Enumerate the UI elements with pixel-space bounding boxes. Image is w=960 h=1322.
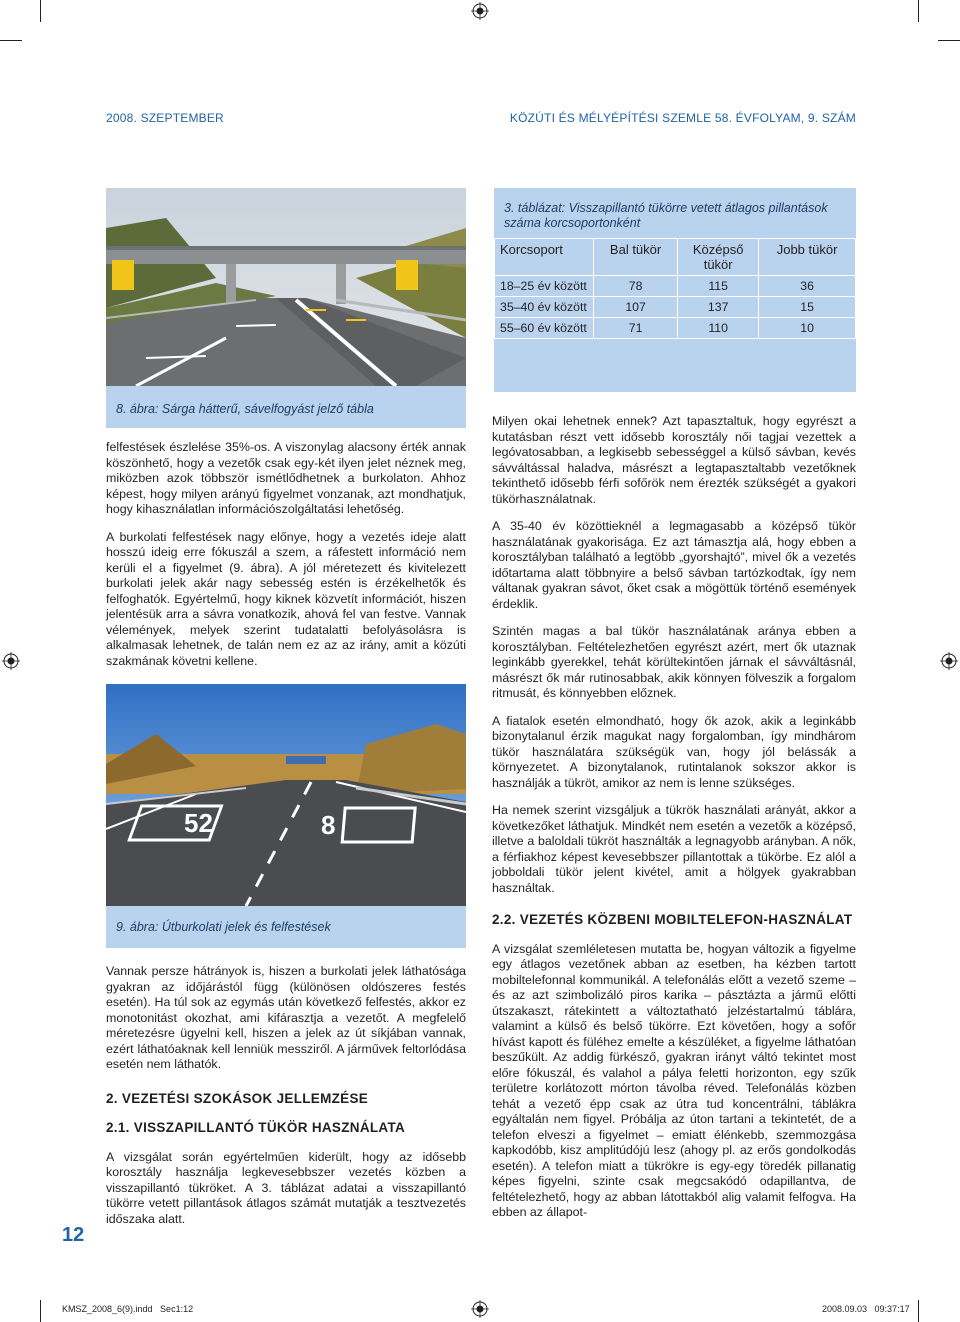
table-header-cell: Bal tükör xyxy=(594,239,678,276)
table-cell: 10 xyxy=(759,318,856,339)
table-cell: 55–60 év között xyxy=(495,318,594,339)
registration-mark-bottom-icon xyxy=(471,1300,489,1318)
registration-mark-left-icon xyxy=(2,652,20,670)
crop-mark xyxy=(918,1300,919,1322)
crop-mark xyxy=(40,1300,41,1322)
footer-file: KMSZ_2008_6(9).indd Sec1:12 xyxy=(62,1304,194,1314)
section-heading-2-1: 2.1. VISSZAPILLANTÓ TÜKÖR HASZNÁLATA xyxy=(106,1120,406,1135)
footer-timestamp: 2008.09.03 09:37:17 xyxy=(822,1304,910,1314)
header-date: 2008. SZEPTEMBER xyxy=(106,111,224,125)
table-header-row xyxy=(495,239,856,276)
paragraph: A fiatalok esetén elmondható, hogy ők azok, akik a leginkább bizonytalanul érzik magukat nagy forgalomban, így mindhárom tükör használatára szükségük van, hogy jól belássák a környezetet. A bizonytalanok, rutintalanok sokszor akkor is használják a tükröt, amikor az nem is lenne szükséges. xyxy=(492,713,856,790)
crop-mark xyxy=(918,0,919,22)
paragraph: A burkolati felfestések nagy előnye, hogy a vezetés ideje alatt hosszú ideig erre fókuszál a szem, a ráfestett információ nem kerüli el a figyelmet (9. ábra). A jól méretezett és kivitelezett burkolati jelek akár nagy sebesség estén is érzékelhetők és felfoghatók. Egyértelmű, hogy kiknek közvetít információt, hiszen jelentésük arra a sávra vonatkozik, ahová fel van festve. Vannak vélemények, melyek szerint tudatalatti befolyásolásra is alkalmasak lehetnek, de talán nem ez az az irány, amit a közúti szakmának követni kellene. xyxy=(106,529,466,668)
table-3-box xyxy=(494,188,856,392)
table-3 xyxy=(494,238,856,339)
table-cell: 137 xyxy=(678,297,759,318)
crop-mark xyxy=(40,0,41,22)
right-column xyxy=(492,414,856,1233)
table-header-cell: Jobb tükör xyxy=(759,239,856,276)
figure-9-marking-left: 52 xyxy=(184,808,213,838)
figure-8-caption: 8. ábra: Sárga hátterű, sávelfogyást jelző tábla xyxy=(116,402,374,416)
figure-9-caption-box xyxy=(106,906,466,948)
paragraph: Szintén magas a bal tükör használatának aránya ebben a korosztályban. Feltételezhetően egyrészt azért, mert ők utaznak leginkább gyerekkel, tehát körültekintően járnak el sávváltásnál, másrészt ők már rutinosabbak, akik könnyen fölveszik a forgalom ritmusát, és könnyebben előznek. xyxy=(492,624,856,700)
figure-8-photo xyxy=(106,188,466,386)
header-journal: KÖZÚTI ÉS MÉLYÉPÍTÉSI SZEMLE 58. ÉVFOLYAM, 9. SZÁM xyxy=(509,111,856,125)
table-cell: 36 xyxy=(759,276,856,297)
paragraph: felfestések észlelése 35%-os. A viszonylag alacsony érték annak köszönhető, hogy a vezetők csak egy-két ilyen jelet néznek meg, miközben azok többször ismétlődhetnek a burkolaton. Ahhoz képest, hogy milyen arányú figyelmet vonzanak, azt mondhatjuk, hogy kihasználatlan információszolgáltatási lehetőség. xyxy=(106,440,466,516)
table-row xyxy=(495,318,856,339)
table-row xyxy=(495,297,856,318)
paragraph: Vannak persze hátrányok is, hiszen a burkolati jelek láthatósága gyakran az időjárástól függ (különösen oldószeres festés esetén). Ha túl sok az egymás után következő felfestés, akkor ez monotonitást okozhat, ami kifárasztja a vezetőt. A megfelelő méretezésre ügyelni kell, hiszen a jelek az út síkjában vannak, ezért láthatóaknak kell lenniük messziről. A járművek feltorlódása esetén nem láthatók. xyxy=(106,964,466,1071)
table-cell: 110 xyxy=(678,318,759,339)
table-row xyxy=(495,276,856,297)
table-cell: 18–25 év között xyxy=(495,276,594,297)
table-header-cell: Korcsoport xyxy=(495,239,594,276)
table-cell: 78 xyxy=(594,276,678,297)
table-header-cell: Középső tükör xyxy=(678,239,759,276)
figure-9-marking-right: 8 xyxy=(321,810,336,840)
paragraph: A 35-40 év közöttieknél a legmagasabb a középső tükör használatának gyakorisága. Ez azt támasztja alá, hogy ebben a korosztályban található a legtöbb „gyorshajtó”, mivel ők a vezetés időtartama alatt többnyire a belső sávban tartózkodtak, így nem váltanak gyakran sávot, őket csak a mögöttük történő események érdeklik. xyxy=(492,519,856,611)
table-cell: 71 xyxy=(594,318,678,339)
table-3-caption: 3. táblázat: Visszapillantó tükörre vetett átlagos pillantások száma korcsoportonként xyxy=(504,201,828,230)
figure-8-caption-box xyxy=(106,386,466,428)
section-heading-2: 2. VEZETÉSI SZOKÁSOK JELLEMZÉSE xyxy=(106,1090,369,1106)
registration-mark-top-icon xyxy=(471,2,489,20)
registration-mark-right-icon xyxy=(940,652,958,670)
paragraph: A vizsgálat szemléletesen mutatta be, hogyan változik a figyelme egy átlagos vezetőnek abban az esetben, ha kézben tartott mobiltelefonnal kommunikál. A telefonálás előtt a vezető szeme – és az azt szimbolizáló piros karika – pásztázta a jármű előtti útszakaszt, rátekintett a változtatható jelzéstartalmú táblára, valamint a külső és belső tükörre. Ezt követően, hogy a sofőr hívást kapott és füléhez emelte a készüléket, a figyelme láthatóan beszűkült. Az addig fürkésző, gyakran irányt váltó tekintet most előre fókuszál, és valahol a pálya feletti horizonton, egy szűk területre korlátozott mórton távolba réved. Telefonálás közben tehát a vezető épp csak az útra tud koncentrálni, táblákra egyáltalán nem figyel. Próbálja az úton tartani a tekintetét, de a telefon elveszi a figyelmet – emiatt élénkebb, szemmozgása kapkodóbb, kisz amplitúdójú lesz (ahogy pl. az erős gondolkodás esetén). A telefon miatt a tükrökre is egy-egy töredék pillanatig képes figyelni, szinte csak megcsakódó odapillantva, de feltételezhető, hogy az abban látottakból alig valamit felfogva. Ha ebben az állapot- xyxy=(492,941,856,1219)
table-cell: 115 xyxy=(678,276,759,297)
left-column-lower xyxy=(106,964,466,1239)
paragraph: A vizsgálat során egyértelműen kiderült, hogy az idősebb korosztály használja legkevesebbszer vezetés közben a visszapillantó tükröket. A 3. táblázat adatai a visszapillantó tükörre vetett pillantások átlagos számát mutatják a tesztvezetés időszaka alatt. xyxy=(106,1149,466,1226)
section-heading-2-2: 2.2. VEZETÉS KÖZBENI MOBILTELEFON-HASZNÁLAT xyxy=(492,912,853,927)
crop-mark xyxy=(938,40,960,41)
figure-9-photo xyxy=(106,684,466,906)
page-number: 12 xyxy=(62,1224,85,1246)
paragraph: Milyen okai lehetnek ennek? Azt tapasztaltuk, hogy egyrészt a kutatásban részt vett idősebb korosztály női tagjai vezettek a legóvatosabban, a legkisebb sebességgel a külső sávban, kevés sávváltással haladva, másrészt a legtapasztaltabb vezetőknek tekinthető idősebb férfi sofőrök nem érezték szükségét a gyakori tükörhasználatnak. xyxy=(492,414,856,506)
table-cell: 107 xyxy=(594,297,678,318)
paragraph: Ha nemek szerint vizsgáljuk a tükrök használati arányát, akkor a következőket láthatjuk. Mindkét nem esetén a vezetők a középső, illetve a baloldali tükröt használták a legnagyobb arányban. A nők, a férfiakhoz képest kevesebbszer pillantottak a tükörbe. Ez alól a jobboldali tükör jelent kivétel, amit a hölgyek gyakrabban használtak. xyxy=(492,803,856,895)
figure-9-caption: 9. ábra: Útburkolati jelek és felfestések xyxy=(116,920,331,934)
table-cell: 35–40 év között xyxy=(495,297,594,318)
crop-mark xyxy=(0,40,22,41)
left-column-upper xyxy=(106,440,466,681)
table-cell: 15 xyxy=(759,297,856,318)
